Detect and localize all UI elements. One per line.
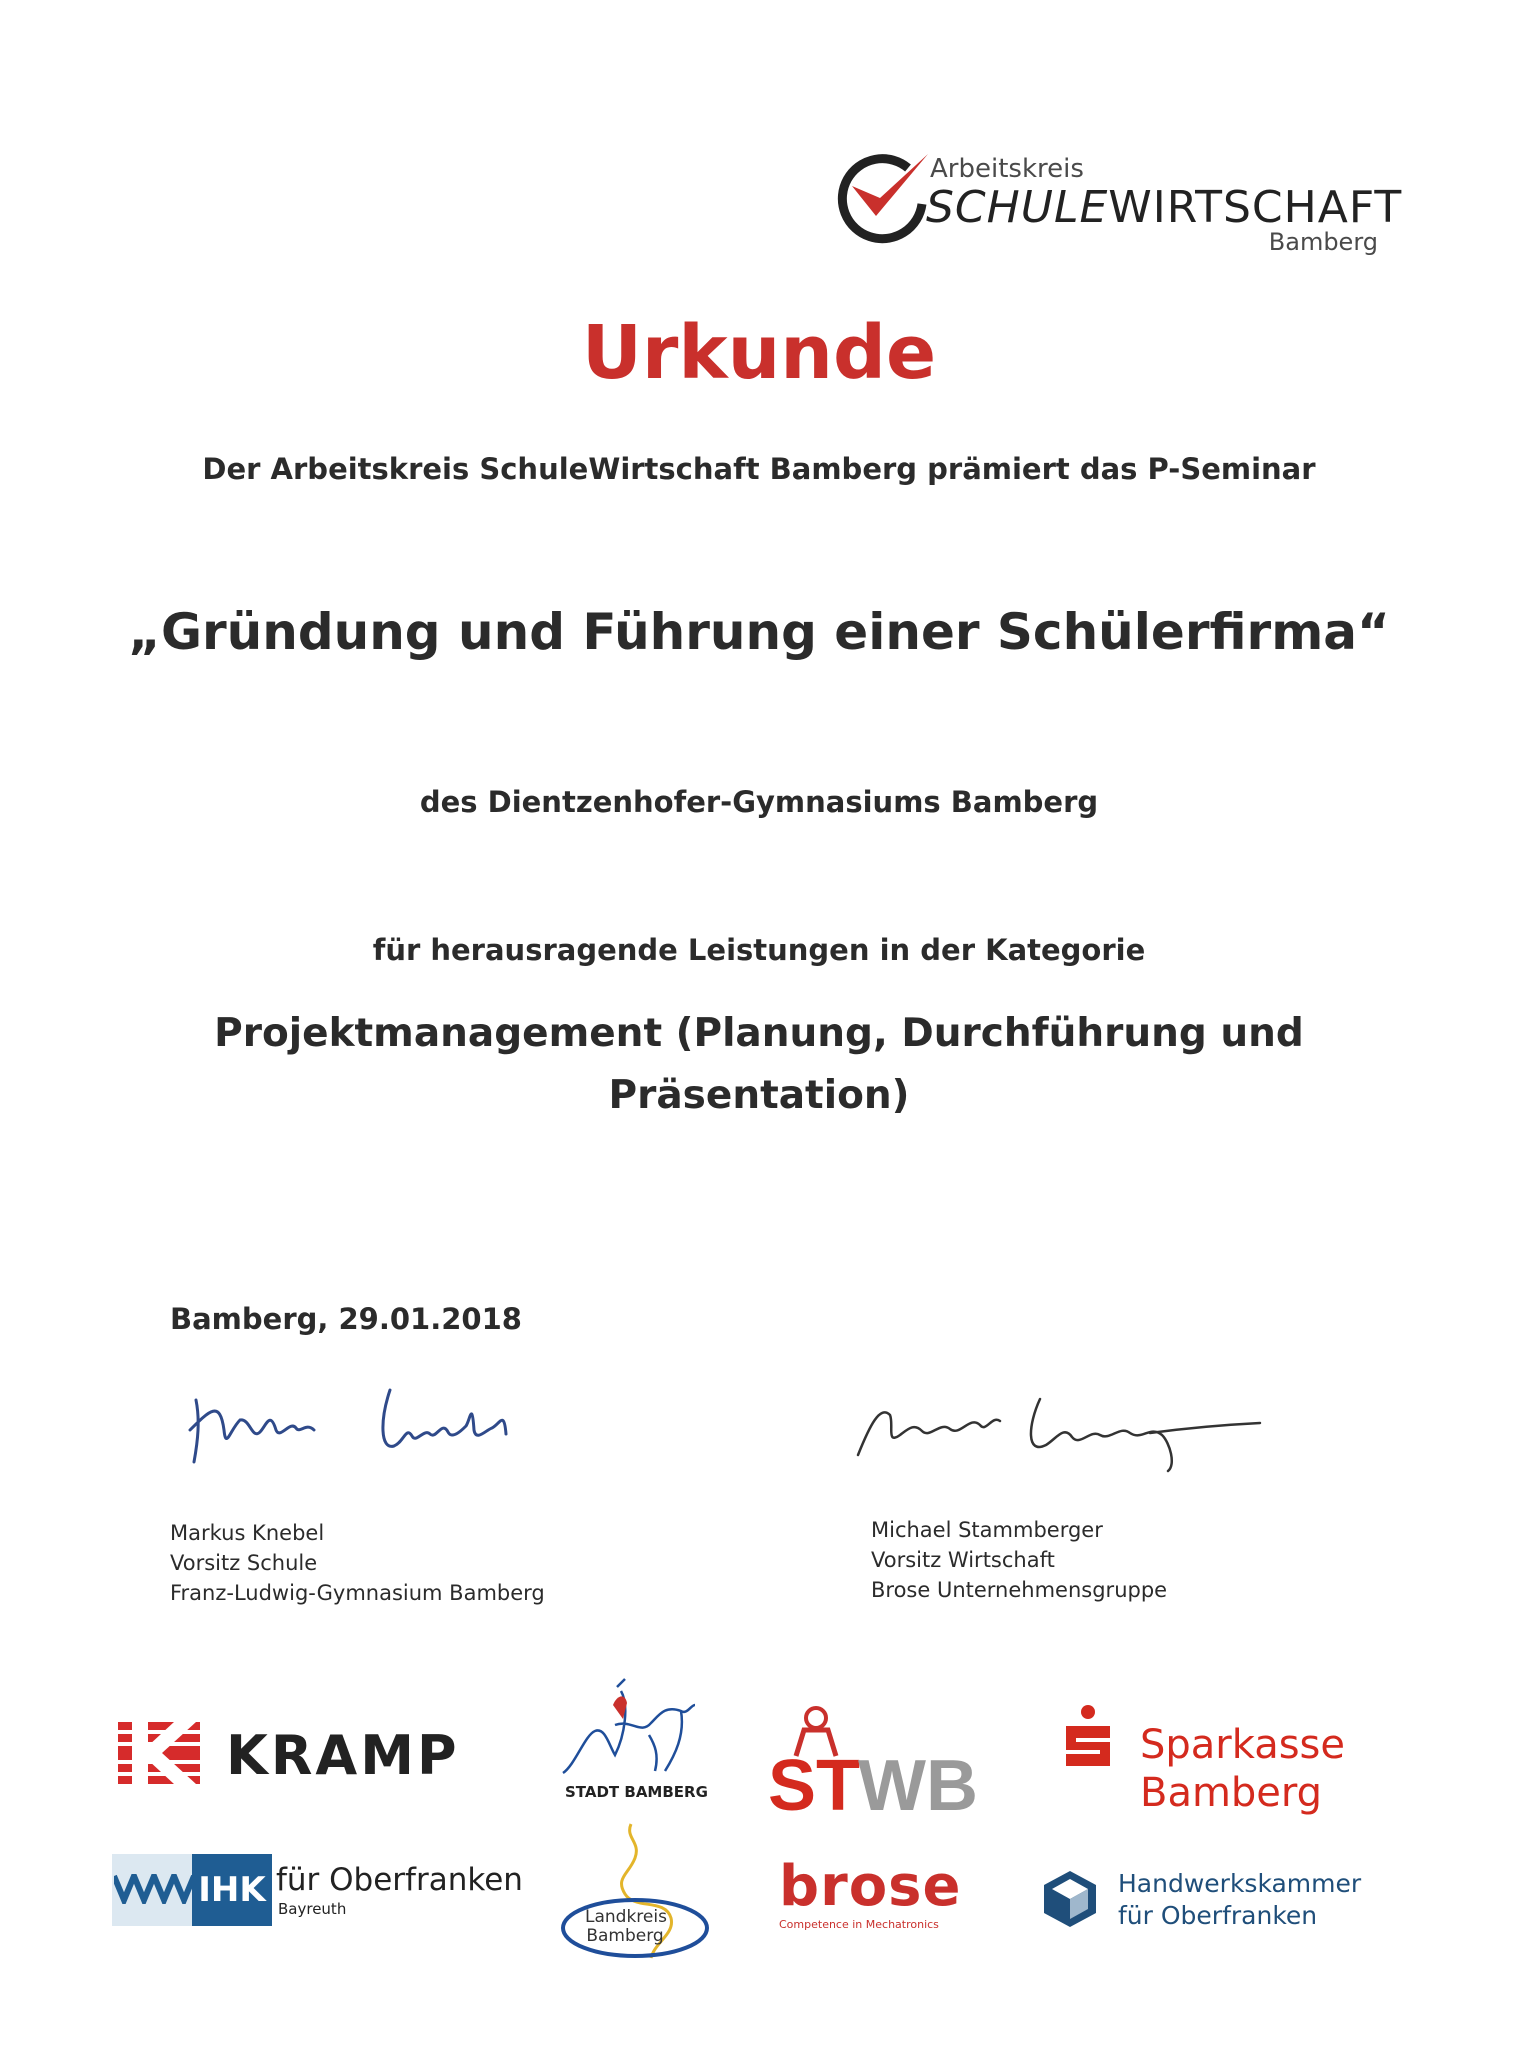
category-intro: für herausragende Leistungen in der Kategorie — [372, 933, 1146, 967]
logo-word-schule: SCHULE — [926, 182, 1109, 233]
signature-markus-knebel — [180, 1370, 550, 1480]
signatory-organization: Franz-Ludwig-Gymnasium Bamberg — [170, 1581, 545, 1605]
rider-horse-icon — [555, 1675, 715, 1785]
kramp-wordmark: KRAMP — [226, 1724, 460, 1787]
school-name: des Dientzenhofer-Gymnasiums Bamberg — [419, 785, 1099, 819]
stwb-mark-icon — [768, 1700, 988, 1815]
ihk-region: für Oberfranken — [276, 1862, 523, 1898]
place-date: Bamberg, 29.01.2018 — [170, 1302, 522, 1336]
signatory-right — [871, 1515, 1167, 1605]
ihk-crown-icon — [114, 1874, 194, 1904]
kramp-logo — [118, 1720, 488, 1790]
landkreis-label: Landkreis — [585, 1907, 667, 1927]
handwerkskammer-logo — [1042, 1865, 1372, 1935]
logo-line-bamberg: Bamberg — [1268, 228, 1378, 256]
ihk-oberfranken-logo — [112, 1852, 523, 1932]
signatory-name: Michael Stammberger — [871, 1518, 1103, 1542]
ihk-box: IHK — [192, 1854, 272, 1926]
hwk-wordmark: Handwerkskammer — [1118, 1869, 1362, 1898]
category-line-2: Präsentation) — [608, 1073, 910, 1118]
stadt-bamberg-wordmark: STADT BAMBERG — [565, 1783, 708, 1801]
brose-wordmark: brose — [779, 1854, 962, 1919]
signature-michael-stammberger — [850, 1385, 1270, 1475]
category-line-1: Projektmanagement (Planung, Durchführung und — [214, 1011, 1304, 1056]
hwk-hexagon-icon — [1042, 1869, 1098, 1929]
stadt-bamberg-logo — [555, 1675, 715, 1810]
signatory-left — [170, 1518, 545, 1608]
checkmark-circle-icon — [830, 146, 940, 246]
logo-line-arbeitskreis: Arbeitskreis — [930, 154, 1084, 184]
signatory-role: Vorsitz Schule — [170, 1551, 318, 1575]
stwb-logo — [768, 1700, 988, 1815]
brose-logo — [775, 1854, 975, 1940]
sparkasse-city: Bamberg — [1140, 1770, 1323, 1816]
signatory-role: Vorsitz Wirtschaft — [871, 1548, 1055, 1572]
landkreis-city: Bamberg — [586, 1926, 664, 1946]
hwk-region: für Oberfranken — [1118, 1901, 1318, 1930]
certificate-title: Urkunde — [581, 310, 937, 396]
signatory-organization: Brose Unternehmensgruppe — [871, 1578, 1168, 1602]
landkreis-bamberg-logo — [555, 1818, 715, 1968]
sparkasse-bamberg-logo — [1060, 1700, 1360, 1830]
logo-word-wirtschaft: WIRTSCHAFT — [1108, 182, 1403, 233]
category-name — [0, 1003, 1518, 1127]
seminar-title: „Gründung und Führung einer Schülerfirma“ — [128, 603, 1390, 661]
brose-tagline: Competence in Mechatronics — [779, 1918, 939, 1931]
sparkasse-s-icon — [1060, 1704, 1116, 1774]
svg-text:WB: WB — [858, 1746, 978, 1815]
ihk-city: Bayreuth — [278, 1900, 347, 1918]
kramp-k-icon — [118, 1722, 200, 1784]
sparkasse-wordmark: Sparkasse — [1140, 1722, 1345, 1768]
intro-text: Der Arbeitskreis SchuleWirtschaft Bamberg prämiert das P-Seminar — [202, 452, 1316, 486]
svg-text:ST: ST — [768, 1746, 861, 1815]
logo-line-schulewirtschaft — [926, 182, 1402, 233]
arbeitskreis-schulewirtschaft-logo — [830, 140, 1403, 270]
signatory-name: Markus Knebel — [170, 1521, 325, 1545]
